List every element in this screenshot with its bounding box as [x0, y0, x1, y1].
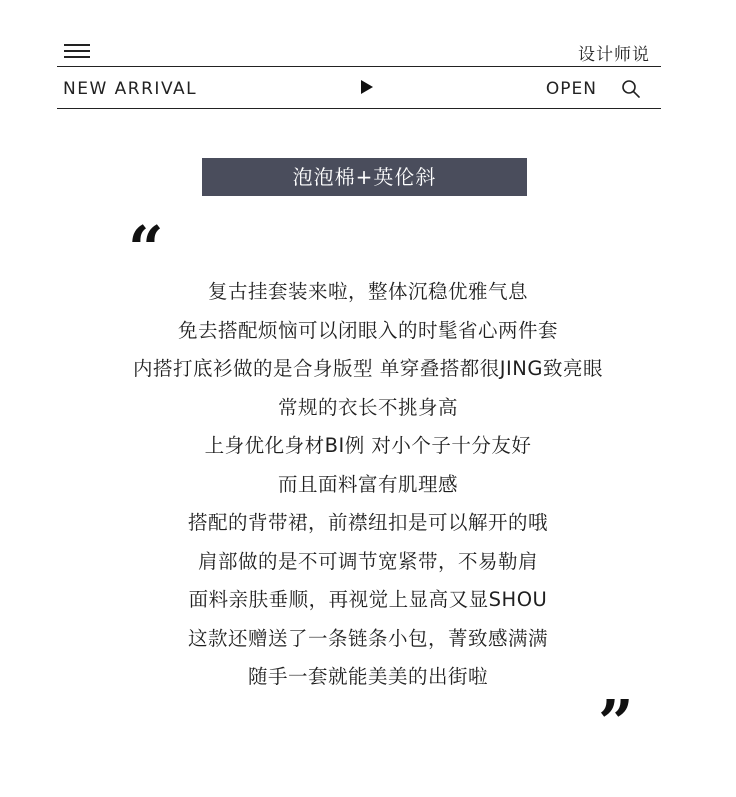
description-line: 随手一套就能美美的出街啦 [247, 665, 488, 688]
play-icon[interactable] [361, 80, 373, 94]
description-line: 复古挂套装来啦，整体沉稳优雅气息 [207, 280, 528, 303]
close-quote-mark: ” [598, 686, 634, 759]
designer-says-link[interactable]: 设计师说 [578, 45, 650, 65]
open-quote-mark: “ [128, 212, 164, 285]
search-icon[interactable] [621, 79, 641, 99]
description-line: 上身优化身材BI例 对小个子十分友好 [204, 434, 532, 457]
description-line: 常规的衣长不挑身高 [277, 395, 458, 419]
hamburger-menu-icon[interactable] [64, 44, 90, 60]
description-line: 而且面料富有肌理感 [277, 472, 458, 496]
description-text [0, 273, 736, 697]
nav-bar [57, 66, 661, 109]
title-banner: 泡泡棉+英伦斜 [202, 158, 527, 196]
description-line: 肩部做的是不可调节宽紧带，不易勒肩 [197, 549, 538, 573]
open-link[interactable]: OPEN [545, 79, 597, 99]
description-line: 这款还赠送了一条链条小包，菁致感满满 [187, 626, 548, 650]
description-line: 内搭打底衫做的是合身版型 单穿叠搭都很JING致亮眼 [133, 357, 603, 380]
description-line: 面料亲肤垂顺，再视觉上显高又显SHOU [188, 588, 548, 611]
description-line: 免去搭配烦恼可以闭眼入的时髦省心两件套 [177, 318, 558, 342]
description-line: 搭配的背带裙，前襟纽扣是可以解开的哦 [187, 511, 548, 534]
new-arrival-link[interactable]: NEW ARRIVAL [63, 79, 198, 99]
